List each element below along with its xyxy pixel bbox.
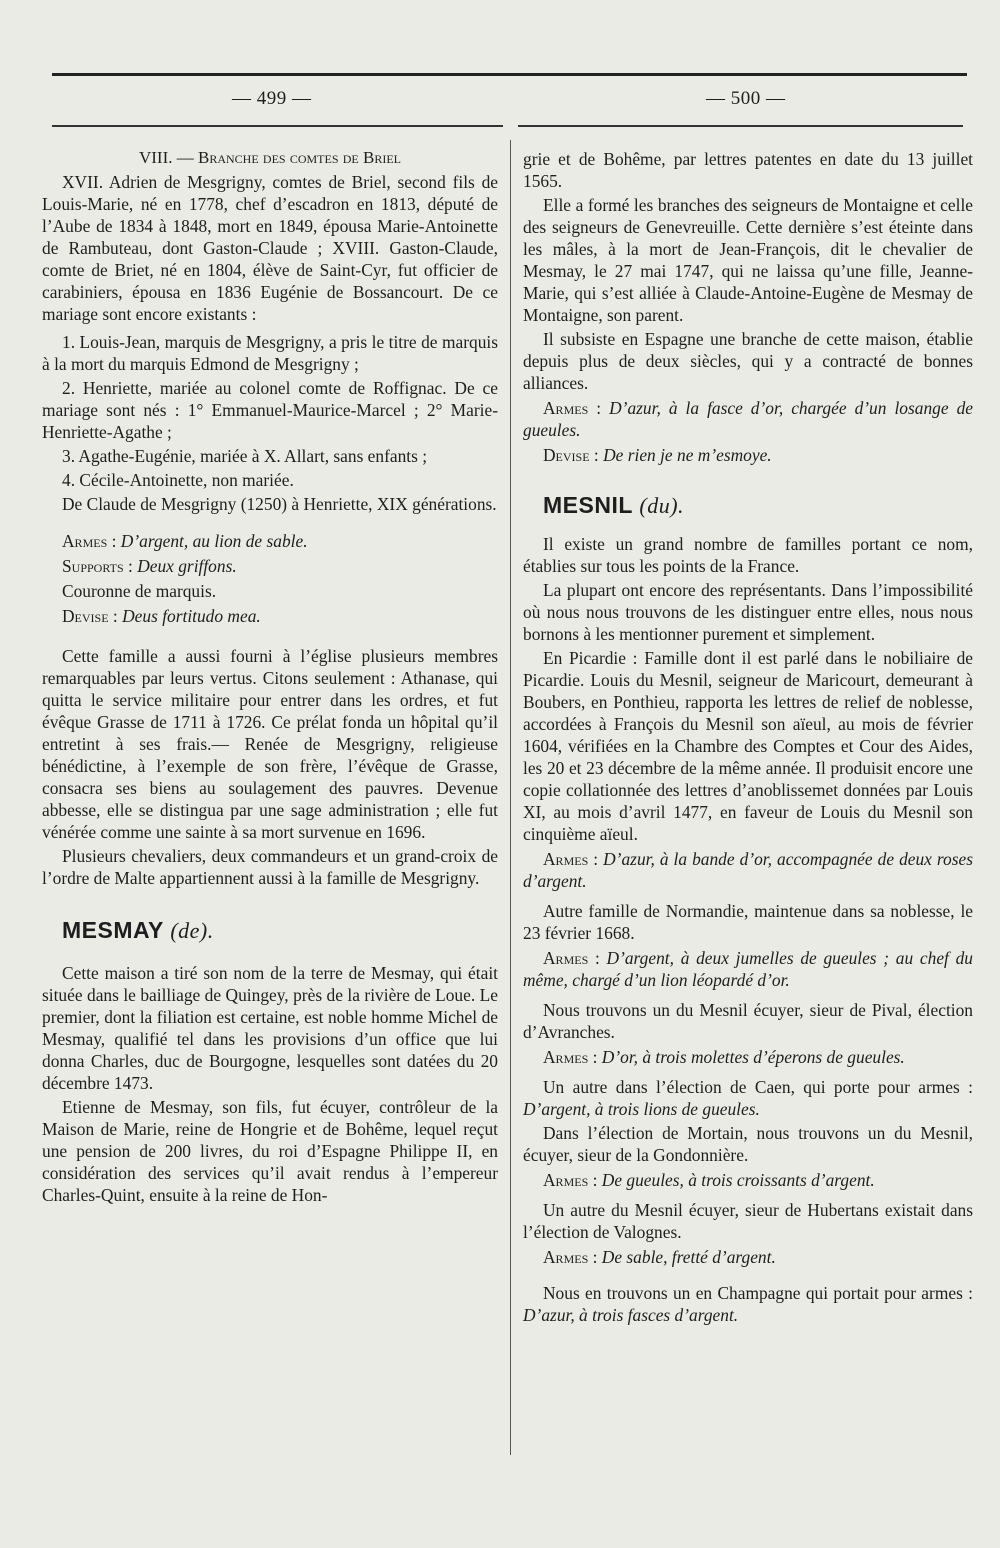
paragraph: Autre famille de Normandie, maintenue dans sa noblesse, le 23 février 1668.: [523, 901, 973, 943]
paragraph: Elle a formé les branches des seigneurs de Montaigne et celle des seigneurs de Genevreuille. Cette dernière s’est éteinte dans les mâles, à la mort de Jean-François, dit le chevalier de Mesmay, le 27 mai 1747, qui ne laissa qu’une fille, Jeanne-Marie, qui s’est alliée à Claude-Antoine-Eugène de Mesmay de Montaigne, son parent.: [523, 195, 973, 325]
devise-label: Devise :: [62, 606, 118, 626]
armes-blazon: D’argent, à deux jumelles de gueules ; au chef du même, chargé d’un lion léopardé d’or.: [523, 948, 973, 990]
family-particle: (de).: [170, 918, 214, 943]
armes-label: Armes :: [543, 849, 599, 869]
supports-line: [42, 555, 498, 577]
list-item: 2. Henriette, mariée au colonel comte de Roffignac. De ce mariage sont nés : 1° Emmanuel-Maurice-Marcel ; 2° Marie-Henriette-Agathe ;: [42, 378, 498, 442]
left-column: [42, 147, 498, 1208]
paragraph: Plusieurs chevaliers, deux commandeurs et un grand-croix de l’ordre de Malte appartiennent aussi à la famille de Mesgrigny.: [42, 846, 498, 888]
armes-label: Armes :: [543, 398, 602, 418]
armes-blazon: De gueules, à trois croissants d’argent.: [601, 1170, 875, 1190]
column-divider: [510, 140, 511, 1455]
armes-blazon: D’azur, à trois fasces d’argent.: [523, 1305, 739, 1325]
armes-line: [523, 1246, 973, 1268]
armes-label: Armes :: [543, 948, 600, 968]
header-rule-right: [518, 125, 963, 127]
page-number-right: — 500 —: [706, 88, 786, 109]
paragraph: Cette famille a aussi fourni à l’église plusieurs membres remarquables par leurs vertus. Citons seulement : Athanase, qui quitta le service militaire pour entrer dans les ordres, et fut évêque Grasse de 1711 à 1726. Ce prélat fonda un hôpital qu’il entretint à ses frais.— Renée de Mesgrigny, religieuse bénédictine, à l’exemple de son frère, l’évêque de Grasse, consacra ses biens au soulagement des pauvres. Devenue abbesse, elle se distingua par une sage administration ; elle fut vénérée comme une sainte à sa mort survenue en 1696.: [42, 646, 498, 842]
paragraph: Cette maison a tiré son nom de la terre de Mesmay, qui était située dans le bailliage de Quingey, près de la rivière de Loue. Le premier, dont la filiation est certaine, est noble homme Michel de Mesmay, qualifié tel dans les provisions d’un office que lui donna Charles, duc de Bourgogne, lesquelles sont datées du 20 décembre 1473.: [42, 963, 498, 1093]
family-particle: (du).: [639, 493, 685, 518]
supports-text: Deux griffons.: [137, 556, 237, 576]
paragraph: La plupart ont encore des représentants. Dans l’impossibilité où nous nous trouvons de les distinguer entre elles, nous nous bornons à les mentionner purement et simplement.: [523, 580, 973, 644]
armes-line: [523, 1169, 973, 1191]
paragraph: grie et de Bohême, par lettres patentes en date du 13 juillet 1565.: [523, 149, 973, 191]
couronne-line: Couronne de marquis.: [62, 581, 217, 601]
devise-line: [42, 605, 498, 627]
paragraph: En Picardie : Famille dont il est parlé dans le nobiliaire de Picardie. Louis du Mesnil, seigneur de Maricourt, demeurant à Boubers, en Ponthieu, rapporta les lettres de relief de noblesse, accordées à François du Mesnil son aïeul, au mois de février 1604, vérifiées en la Chambre des Comptes et Cour des Aides, les 20 et 23 décembre de la même année. Il produisit encore une copie collationnée des lettres d’anoblissemet données par Louis XI, au mois d’avril 1477, en faveur de Louis du Mesnil son cinquième aïeul.: [523, 648, 973, 844]
paragraph: Nous trouvons un du Mesnil écuyer, sieur de Pival, élection d’Avranches.: [523, 1000, 973, 1042]
armes-label: Armes :: [543, 1170, 598, 1190]
supports-label: Supports :: [62, 556, 133, 576]
paragraph-text: Nous en trouvons un en Champagne qui portait pour armes :: [543, 1283, 973, 1303]
paragraph: [523, 1076, 973, 1120]
armes-label: Armes :: [62, 531, 117, 551]
family-heading-mesmay: [42, 919, 498, 942]
armes-line: [42, 530, 498, 552]
armes-label: Armes :: [543, 1247, 598, 1267]
paragraph-text: Un autre dans l’élection de Caen, qui porte pour armes :: [543, 1077, 973, 1097]
armes-label: Armes :: [543, 1047, 598, 1067]
paragraph: Il subsiste en Espagne une branche de cette maison, établie depuis plus de deux siècles, qui y a contracté de bonnes alliances.: [523, 329, 973, 393]
paragraph: Il existe un grand nombre de familles portant ce nom, établies sur tous les points de la France.: [523, 534, 973, 576]
armes-blazon: D’or, à trois molettes d’éperons de gueules.: [601, 1047, 905, 1067]
paragraph: Un autre du Mesnil écuyer, sieur de Hubertans existait dans l’élection de Valognes.: [523, 1200, 973, 1242]
right-column: [523, 148, 973, 1328]
paragraph: De Claude de Mesgrigny (1250) à Henriette, XIX générations.: [62, 494, 497, 514]
list-item: 4. Cécile-Antoinette, non mariée.: [62, 470, 294, 490]
devise-label: Devise :: [543, 445, 599, 465]
paragraph: XVII. Adrien de Mesgrigny, comtes de Briel, second fils de Louis-Marie, né en 1778, chef d’escadron en 1813, député de l’Aube de 1834 à 1848, mort en 1849, épousa Marie-Antoinette de Rambuteau, dont Gaston-Claude ; XVIII. Gaston-Claude, comte de Briet, né en 1804, élève de Saint-Cyr, fut officier de carabiniers, épousa en 1836 Eugénie de Bossancourt. De ce mariage sont encore existants :: [42, 172, 498, 324]
paragraph: [523, 1282, 973, 1326]
family-name: MESMAY: [62, 917, 164, 943]
armes-blazon: D’azur, à la fasce d’or, chargée d’un losange de gueules.: [523, 398, 973, 440]
armes-line: [523, 397, 973, 441]
devise-line: [523, 444, 973, 466]
top-rule: [52, 73, 967, 76]
armes-line: [523, 848, 973, 892]
family-heading-mesnil: [523, 494, 973, 517]
list-item: 3. Agathe-Eugénie, mariée à X. Allart, sans enfants ;: [62, 446, 428, 466]
list-item: 1. Louis-Jean, marquis de Mesgrigny, a pris le titre de marquis à la mort du marquis Edmond de Mesgrigny ;: [42, 332, 498, 374]
devise-text: De rien je ne m’esmoye.: [603, 445, 772, 465]
armes-blazon: D’azur, à la bande d’or, accompagnée de deux roses d’argent.: [523, 849, 973, 891]
header-rule-left: [52, 125, 503, 127]
section-heading: VIII. — Branche des comtes de Briel: [138, 148, 402, 167]
devise-text: Deus fortitudo mea.: [122, 606, 261, 626]
armes-blazon: D’argent, au lion de sable.: [120, 531, 308, 551]
armes-line: [523, 1046, 973, 1068]
paragraph: Dans l’élection de Mortain, nous trouvons un du Mesnil, écuyer, sieur de la Gondonnière.: [523, 1123, 973, 1165]
page-number-left: — 499 —: [232, 88, 312, 109]
armes-blazon: D’argent, à trois lions de gueules.: [523, 1099, 760, 1119]
family-name: MESNIL: [543, 492, 633, 518]
paragraph: Etienne de Mesmay, son fils, fut écuyer, contrôleur de la Maison de Marie, reine de Hongrie et de Bohême, lequel reçut une pension de 200 livres, du roi d’Espagne Philippe II, en considération des services qu’il avait rendus à l’empereur Charles-Quint, ensuite à la reine de Hon-: [42, 1097, 498, 1205]
armes-line: [523, 947, 973, 991]
armes-blazon: De sable, fretté d’argent.: [601, 1247, 776, 1267]
